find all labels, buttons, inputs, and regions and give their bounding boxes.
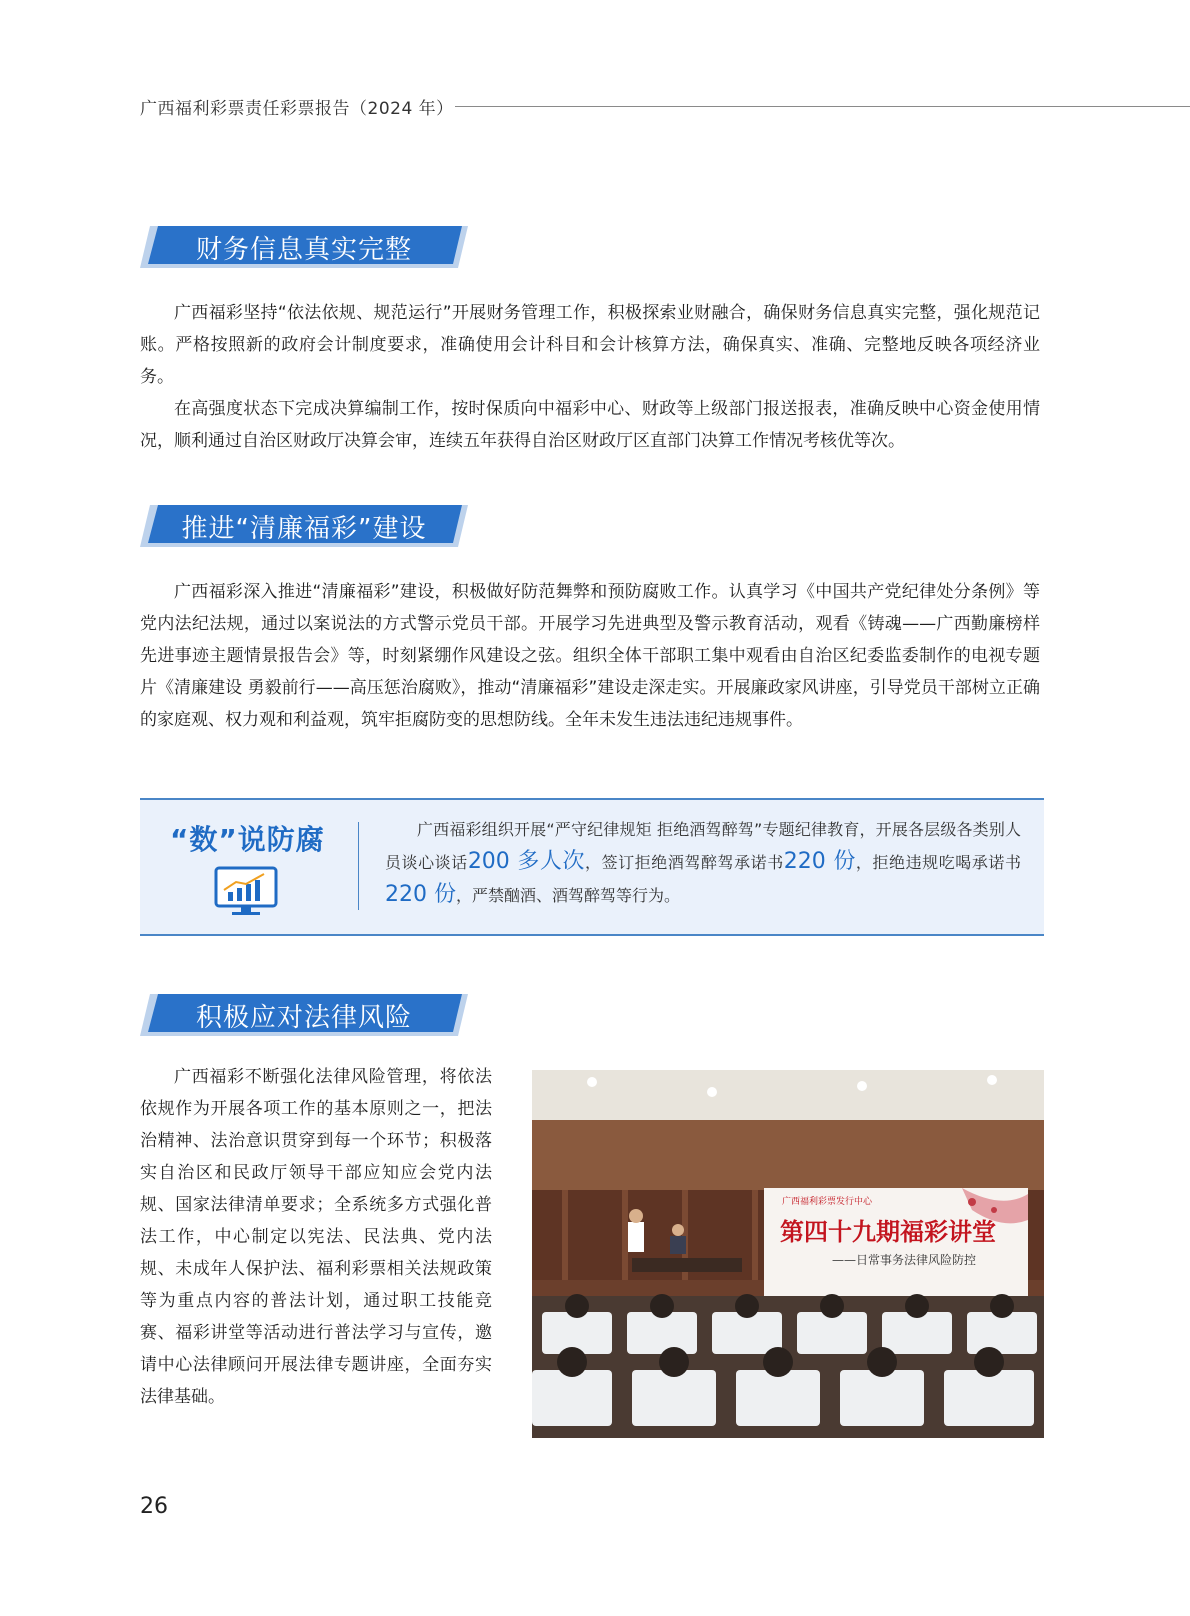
section-heading-integrity: 推进“清廉福彩”建设 [181, 513, 427, 544]
section-banner-finance [140, 226, 468, 268]
integrity-text [140, 576, 1040, 736]
section-heading-legal: 积极应对法律风险 [195, 1002, 412, 1033]
screen-logo: 广西福利彩票发行中心 [782, 1197, 873, 1207]
section-heading-finance: 财务信息真实完整 [195, 234, 412, 265]
callout-text-part-4: ，严禁酗酒、酒驾醉驾等行为。 [456, 886, 681, 905]
callout-title: “数”说防腐 [170, 823, 325, 856]
lecture-hall-image [532, 1070, 1044, 1438]
anticorruption-stats-callout [140, 798, 1044, 936]
report-header-title: 广西福利彩票责任彩票报告（2024 年） [140, 99, 454, 119]
callout-text-part-1: 广西福彩组织开展“严守纪律规矩 拒绝酒驾醉驾”专题纪律教育，开展各层级各类别人员谈心谈话 [385, 820, 1021, 872]
callout-text [385, 814, 1021, 912]
finance-paragraph-1: 广西福彩坚持“依法依规、规范运行”开展财务管理工作，积极探索业财融合，确保财务信息真实完整，强化规范记账。严格按照新的政府会计制度要求，准确使用会计科目和会计核算方法，确保真实、准确、完整地反映各项经济业务。 [140, 303, 1040, 387]
callout-text-part-3: ，拒绝违规吃喝承诺书 [855, 853, 1021, 872]
lecture-photo [532, 1070, 1044, 1438]
section-banner-legal [140, 994, 468, 1036]
page-number: 26 [140, 1494, 168, 1519]
finance-paragraph-2: 在高强度状态下完成决算编制工作，按时保质向中福彩中心、财政等上级部门报送报表，准确反映中心资金使用情况，顺利通过自治区财政厅决算会审，连续五年获得自治区财政厅区直部门决算工作情况考核优等次。 [140, 399, 1040, 451]
integrity-paragraph-1: 广西福彩深入推进“清廉福彩”建设，积极做好防范舞弊和预防腐败工作。认真学习《中国共产党纪律处分条例》等党内法纪法规，通过以案说法的方式警示党员干部。开展学习先进典型及警示教育活动，观看《铸魂——广西勤廉榜样先进事迹主题情景报告会》等，时刻紧绷作风建设之弦。组织全体干部职工集中观看由自治区纪委监委制作的电视专题片《清廉建设 勇毅前行——高压惩治腐败》，推动“清廉福彩”建设走深走实。开展廉政家风讲座，引导党员干部树立正确的家庭观、权力观和利益观，筑牢拒腐防变的思想防线。全年未发生违法违纪违规事件。 [140, 582, 1040, 730]
legal-paragraph: 广西福彩不断强化法律风险管理，将依法依规作为开展各项工作的基本原则之一，把法治精神、法治意识贯穿到每一个环节；积极落实自治区和民政厅领导干部应知应会党内法规、国家法律清单要求；全系统多方式强化普法工作，中心制定以宪法、民法典、党内法规、未成年人保护法、福利彩票相关法规政策等为重点内容的普法计划，通过职工技能竞赛、福彩讲堂等活动进行普法学习与宣传，邀请中心法律顾问开展法律专题讲座，全面夯实法律基础。 [140, 1067, 492, 1407]
stat-dining-pledges: 220 份 [385, 882, 456, 907]
callout-text-part-2: ，签订拒绝酒驾醉驾承诺书 [585, 853, 784, 872]
screen-title: 第四十九期福彩讲堂 [780, 1217, 996, 1246]
finance-text [140, 297, 1040, 457]
screen-subtitle: ——日常事务法律风险防控 [832, 1253, 977, 1267]
stat-talks-count: 200 多人次 [467, 849, 586, 874]
stat-drunk-driving-pledges: 220 份 [783, 849, 856, 874]
callout-divider [358, 822, 359, 910]
chart-monitor-icon [214, 866, 278, 922]
header-rule [455, 106, 1190, 107]
section-banner-integrity [140, 505, 468, 547]
